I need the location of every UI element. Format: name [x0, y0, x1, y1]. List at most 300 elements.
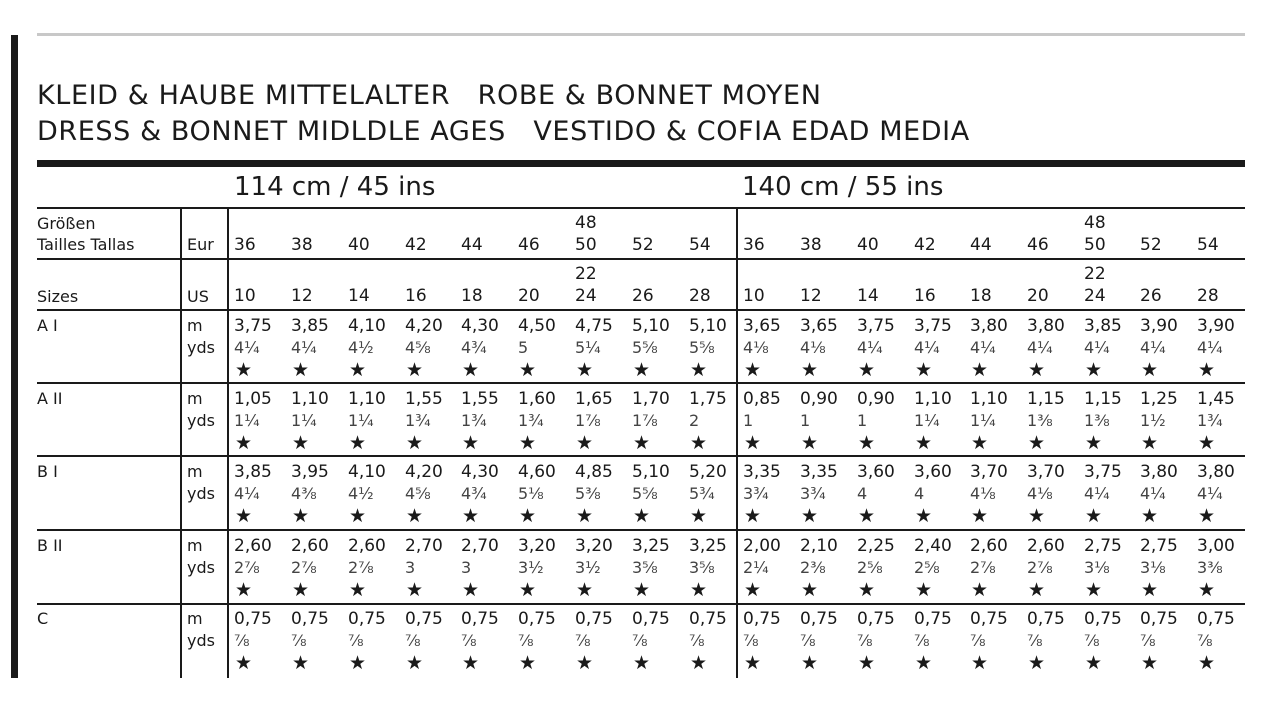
- size-us-alt: 22: [575, 264, 597, 284]
- table-rule: [37, 455, 1245, 457]
- yard-value: 4⅜: [291, 484, 317, 503]
- metre-value: 5,10: [632, 316, 670, 336]
- size-us: 24: [575, 286, 597, 306]
- metre-value: 1,55: [405, 389, 443, 409]
- star-icon: ★: [915, 579, 933, 601]
- metre-value: 3,75: [1084, 462, 1122, 482]
- star-icon: ★: [519, 432, 537, 454]
- yard-value: 5: [518, 338, 529, 357]
- yard-value: 4¼: [1027, 338, 1053, 357]
- size-eur: 42: [914, 235, 936, 255]
- metre-value: 0,75: [689, 609, 727, 629]
- metre-value: 0,75: [518, 609, 556, 629]
- star-icon: ★: [1141, 432, 1159, 454]
- metre-value: 0,75: [405, 609, 443, 629]
- star-icon: ★: [349, 432, 367, 454]
- size-eur: 44: [461, 235, 483, 255]
- metre-value: 3,65: [800, 316, 838, 336]
- metre-value: 2,10: [800, 536, 838, 556]
- star-icon: ★: [858, 652, 876, 674]
- star-icon: ★: [633, 432, 651, 454]
- metre-value: 3,65: [743, 316, 781, 336]
- metre-value: 1,05: [234, 389, 272, 409]
- metre-value: 0,90: [800, 389, 838, 409]
- metre-value: 3,75: [857, 316, 895, 336]
- metre-value: 3,80: [1197, 462, 1235, 482]
- yard-value: 5⅝: [632, 484, 658, 503]
- size-us: 14: [857, 286, 879, 306]
- yard-value: ⅞: [1084, 631, 1100, 650]
- metre-value: 2,60: [291, 536, 329, 556]
- yard-value: 1¼: [914, 411, 940, 430]
- yard-value: 3¾: [800, 484, 826, 503]
- star-icon: ★: [292, 505, 310, 527]
- unit-yards: yds: [187, 484, 215, 503]
- metre-value: 2,00: [743, 536, 781, 556]
- metre-value: 2,60: [1027, 536, 1065, 556]
- yard-value: 4¾: [461, 484, 487, 503]
- metre-value: 4,75: [575, 316, 613, 336]
- star-icon: ★: [576, 432, 594, 454]
- star-icon: ★: [462, 505, 480, 527]
- star-icon: ★: [744, 432, 762, 454]
- star-icon: ★: [971, 579, 989, 601]
- metre-value: 1,25: [1140, 389, 1178, 409]
- metre-value: 1,10: [970, 389, 1008, 409]
- yard-value: ⅞: [518, 631, 534, 650]
- metre-value: 3,20: [518, 536, 556, 556]
- yard-value: ⅞: [575, 631, 591, 650]
- yard-value: 1: [857, 411, 868, 430]
- size-eur: 42: [405, 235, 427, 255]
- star-icon: ★: [462, 579, 480, 601]
- metre-value: 2,60: [348, 536, 386, 556]
- yard-value: 2⅝: [857, 558, 883, 577]
- yard-value: 5¼: [575, 338, 601, 357]
- size-us: 12: [291, 286, 313, 306]
- yard-value: 1¾: [518, 411, 544, 430]
- star-icon: ★: [292, 579, 310, 601]
- yard-value: 2¼: [743, 558, 769, 577]
- size-us: 12: [800, 286, 822, 306]
- yard-value: 2⅞: [234, 558, 260, 577]
- star-icon: ★: [858, 359, 876, 381]
- star-icon: ★: [1085, 579, 1103, 601]
- star-icon: ★: [744, 652, 762, 674]
- metre-value: 0,75: [1027, 609, 1065, 629]
- yard-value: 4¼: [1084, 338, 1110, 357]
- star-icon: ★: [1141, 359, 1159, 381]
- size-eur: 52: [1140, 235, 1162, 255]
- star-icon: ★: [633, 652, 651, 674]
- star-icon: ★: [690, 579, 708, 601]
- star-icon: ★: [406, 432, 424, 454]
- left-margin-bar: [11, 35, 18, 678]
- star-icon: ★: [971, 505, 989, 527]
- yard-value: 2⅞: [970, 558, 996, 577]
- metre-value: 2,25: [857, 536, 895, 556]
- size-us: 24: [1084, 286, 1106, 306]
- yard-value: 3⅝: [632, 558, 658, 577]
- metre-value: 3,25: [689, 536, 727, 556]
- unit-yards: yds: [187, 411, 215, 430]
- metre-value: 0,90: [857, 389, 895, 409]
- star-icon: ★: [1198, 579, 1216, 601]
- yard-value: 1¼: [970, 411, 996, 430]
- star-icon: ★: [633, 579, 651, 601]
- yard-value: 4¼: [1197, 338, 1223, 357]
- metre-value: 4,30: [461, 462, 499, 482]
- star-icon: ★: [633, 505, 651, 527]
- yard-value: 3½: [575, 558, 601, 577]
- yard-value: 1: [800, 411, 811, 430]
- star-icon: ★: [915, 432, 933, 454]
- yard-value: 1¾: [405, 411, 431, 430]
- star-icon: ★: [1028, 359, 1046, 381]
- yard-value: 3½: [518, 558, 544, 577]
- star-icon: ★: [349, 579, 367, 601]
- yard-value: 4½: [348, 338, 374, 357]
- metre-value: 1,10: [348, 389, 386, 409]
- yard-value: 4⅝: [405, 338, 431, 357]
- star-icon: ★: [971, 432, 989, 454]
- yard-value: ⅞: [234, 631, 250, 650]
- star-icon: ★: [349, 359, 367, 381]
- star-icon: ★: [858, 505, 876, 527]
- star-icon: ★: [690, 505, 708, 527]
- star-icon: ★: [235, 359, 253, 381]
- star-icon: ★: [292, 432, 310, 454]
- metre-value: 0,75: [632, 609, 670, 629]
- yard-value: ⅞: [348, 631, 364, 650]
- size-eur: 44: [970, 235, 992, 255]
- metre-value: 3,20: [575, 536, 613, 556]
- star-icon: ★: [519, 652, 537, 674]
- table-rule: [37, 603, 1245, 605]
- yard-value: 3: [405, 558, 416, 577]
- yard-value: ⅞: [1197, 631, 1213, 650]
- star-icon: ★: [406, 579, 424, 601]
- size-eur: 38: [291, 235, 313, 255]
- metre-value: 2,70: [405, 536, 443, 556]
- star-icon: ★: [1198, 432, 1216, 454]
- star-icon: ★: [915, 505, 933, 527]
- size-us: 26: [632, 286, 654, 306]
- row-label: C: [37, 609, 49, 628]
- star-icon: ★: [1085, 432, 1103, 454]
- metre-value: 1,75: [689, 389, 727, 409]
- yard-value: ⅞: [689, 631, 705, 650]
- size-eur: 36: [234, 235, 256, 255]
- size-eur-alt: 48: [1084, 213, 1106, 233]
- star-icon: ★: [235, 505, 253, 527]
- star-icon: ★: [1085, 505, 1103, 527]
- yard-value: ⅞: [857, 631, 873, 650]
- star-icon: ★: [971, 652, 989, 674]
- label-eur: Eur: [187, 235, 214, 254]
- star-icon: ★: [1028, 432, 1046, 454]
- size-eur: 50: [575, 235, 597, 255]
- star-icon: ★: [462, 652, 480, 674]
- metre-value: 0,75: [291, 609, 329, 629]
- metre-value: 4,10: [348, 316, 386, 336]
- size-eur: 54: [689, 235, 711, 255]
- yard-value: 2⅞: [348, 558, 374, 577]
- yard-value: ⅞: [1140, 631, 1156, 650]
- size-us: 20: [518, 286, 540, 306]
- star-icon: ★: [1141, 579, 1159, 601]
- yard-value: ⅞: [743, 631, 759, 650]
- star-icon: ★: [1141, 652, 1159, 674]
- star-icon: ★: [915, 652, 933, 674]
- metre-value: 4,20: [405, 462, 443, 482]
- star-icon: ★: [801, 359, 819, 381]
- metre-value: 5,20: [689, 462, 727, 482]
- metre-value: 0,75: [970, 609, 1008, 629]
- title-divider: [37, 160, 1245, 167]
- yard-value: 1: [743, 411, 754, 430]
- size-us: 28: [1197, 286, 1219, 306]
- metre-value: 2,60: [234, 536, 272, 556]
- metre-value: 4,85: [575, 462, 613, 482]
- metre-value: 1,10: [914, 389, 952, 409]
- yard-value: 1⅜: [1084, 411, 1110, 430]
- metre-value: 3,35: [743, 462, 781, 482]
- yard-value: 2⅝: [914, 558, 940, 577]
- metre-value: 4,10: [348, 462, 386, 482]
- star-icon: ★: [576, 652, 594, 674]
- row-label: B I: [37, 462, 58, 481]
- metre-value: 4,20: [405, 316, 443, 336]
- metre-value: 3,75: [234, 316, 272, 336]
- size-eur: 54: [1197, 235, 1219, 255]
- star-icon: ★: [576, 579, 594, 601]
- size-eur: 52: [632, 235, 654, 255]
- metre-value: 1,45: [1197, 389, 1235, 409]
- yard-value: 3¾: [743, 484, 769, 503]
- size-us: 28: [689, 286, 711, 306]
- metre-value: 3,70: [1027, 462, 1065, 482]
- yard-value: 2: [689, 411, 700, 430]
- star-icon: ★: [801, 432, 819, 454]
- yard-value: 3: [461, 558, 472, 577]
- star-icon: ★: [971, 359, 989, 381]
- yard-value: 2⅞: [291, 558, 317, 577]
- star-icon: ★: [1085, 652, 1103, 674]
- star-icon: ★: [690, 652, 708, 674]
- star-icon: ★: [1198, 359, 1216, 381]
- metre-value: 3,85: [291, 316, 329, 336]
- yard-value: 4¼: [291, 338, 317, 357]
- yard-value: 4⅛: [970, 484, 996, 503]
- yard-value: 4¼: [1140, 338, 1166, 357]
- metre-value: 1,55: [461, 389, 499, 409]
- metre-value: 2,60: [970, 536, 1008, 556]
- yard-value: 3⅛: [1140, 558, 1166, 577]
- unit-yards: yds: [187, 631, 215, 650]
- yard-value: 4¼: [1197, 484, 1223, 503]
- star-icon: ★: [576, 505, 594, 527]
- yard-value: 5¾: [689, 484, 715, 503]
- yard-value: 4¼: [970, 338, 996, 357]
- metre-value: 4,50: [518, 316, 556, 336]
- yard-value: 3⅜: [1197, 558, 1223, 577]
- yard-value: 4¼: [857, 338, 883, 357]
- star-icon: ★: [801, 579, 819, 601]
- yard-value: 5⅝: [689, 338, 715, 357]
- yard-value: 4: [857, 484, 868, 503]
- metre-value: 5,10: [689, 316, 727, 336]
- yard-value: 4⅛: [1027, 484, 1053, 503]
- metre-value: 0,75: [743, 609, 781, 629]
- metre-value: 3,95: [291, 462, 329, 482]
- label-groessen: Größen: [37, 214, 96, 233]
- star-icon: ★: [406, 652, 424, 674]
- metre-value: 1,65: [575, 389, 613, 409]
- star-icon: ★: [1028, 579, 1046, 601]
- metre-value: 3,80: [970, 316, 1008, 336]
- metre-value: 3,00: [1197, 536, 1235, 556]
- unit-metre: m: [187, 316, 203, 335]
- metre-value: 3,35: [800, 462, 838, 482]
- metre-value: 1,60: [518, 389, 556, 409]
- metre-value: 3,70: [970, 462, 1008, 482]
- metre-value: 2,40: [914, 536, 952, 556]
- star-icon: ★: [633, 359, 651, 381]
- star-icon: ★: [292, 652, 310, 674]
- metre-value: 0,75: [914, 609, 952, 629]
- metre-value: 0,75: [800, 609, 838, 629]
- unit-yards: yds: [187, 338, 215, 357]
- metre-value: 3,75: [914, 316, 952, 336]
- label-sizes: Sizes: [37, 287, 79, 306]
- size-eur: 38: [800, 235, 822, 255]
- yard-value: ⅞: [461, 631, 477, 650]
- star-icon: ★: [235, 432, 253, 454]
- title-line-2: DRESS & BONNET MIDLDLE AGES VESTIDO & COFIA EDAD MEDIA: [37, 116, 970, 147]
- metre-value: 3,80: [1027, 316, 1065, 336]
- size-us: 20: [1027, 286, 1049, 306]
- unit-metre: m: [187, 536, 203, 555]
- star-icon: ★: [462, 432, 480, 454]
- star-icon: ★: [858, 579, 876, 601]
- table-rule: [37, 529, 1245, 531]
- metre-value: 4,60: [518, 462, 556, 482]
- metre-value: 3,60: [914, 462, 952, 482]
- yard-value: 1⅜: [1027, 411, 1053, 430]
- row-label: A I: [37, 316, 58, 335]
- star-icon: ★: [235, 652, 253, 674]
- star-icon: ★: [406, 359, 424, 381]
- star-icon: ★: [1028, 652, 1046, 674]
- metre-value: 0,75: [1140, 609, 1178, 629]
- star-icon: ★: [576, 359, 594, 381]
- yard-value: 4¼: [234, 338, 260, 357]
- size-eur: 46: [518, 235, 540, 255]
- label-column-divider: [180, 207, 182, 678]
- star-icon: ★: [1028, 505, 1046, 527]
- yard-value: ⅞: [632, 631, 648, 650]
- star-icon: ★: [744, 579, 762, 601]
- yard-value: ⅞: [800, 631, 816, 650]
- yard-value: 5⅛: [518, 484, 544, 503]
- yard-value: 1¾: [1197, 411, 1223, 430]
- yard-value: 4⅛: [800, 338, 826, 357]
- label-us: US: [187, 287, 209, 306]
- star-icon: ★: [801, 505, 819, 527]
- metre-value: 4,30: [461, 316, 499, 336]
- star-icon: ★: [1198, 652, 1216, 674]
- star-icon: ★: [406, 505, 424, 527]
- fabric-width-114: 114 cm / 45 ins: [234, 172, 436, 202]
- yard-value: ⅞: [291, 631, 307, 650]
- metre-value: 3,90: [1140, 316, 1178, 336]
- size-us-alt: 22: [1084, 264, 1106, 284]
- yard-value: ⅞: [914, 631, 930, 650]
- yard-value: 4½: [348, 484, 374, 503]
- metre-value: 1,10: [291, 389, 329, 409]
- yard-value: 3⅝: [689, 558, 715, 577]
- star-icon: ★: [858, 432, 876, 454]
- size-us: 18: [970, 286, 992, 306]
- yard-value: 5⅝: [632, 338, 658, 357]
- star-icon: ★: [1141, 505, 1159, 527]
- yard-value: 2⅞: [1027, 558, 1053, 577]
- size-us: 16: [914, 286, 936, 306]
- table-rule: [37, 258, 1245, 260]
- size-us: 10: [743, 286, 765, 306]
- size-us: 16: [405, 286, 427, 306]
- size-group-divider: [227, 207, 229, 678]
- size-us: 26: [1140, 286, 1162, 306]
- metre-value: 3,90: [1197, 316, 1235, 336]
- yard-value: 4: [914, 484, 925, 503]
- star-icon: ★: [519, 579, 537, 601]
- metre-value: 3,85: [1084, 316, 1122, 336]
- unit-yards: yds: [187, 558, 215, 577]
- star-icon: ★: [690, 432, 708, 454]
- width-divider: [736, 207, 738, 678]
- star-icon: ★: [462, 359, 480, 381]
- row-label: B II: [37, 536, 63, 555]
- yard-value: 1½: [1140, 411, 1166, 430]
- title-line-1: KLEID & HAUBE MITTELALTER ROBE & BONNET MOYEN: [37, 80, 822, 111]
- metre-value: 0,75: [1084, 609, 1122, 629]
- yard-value: 4¼: [234, 484, 260, 503]
- yard-value: 5⅜: [575, 484, 601, 503]
- metre-value: 0,75: [857, 609, 895, 629]
- star-icon: ★: [519, 505, 537, 527]
- star-icon: ★: [744, 359, 762, 381]
- size-us: 10: [234, 286, 256, 306]
- unit-metre: m: [187, 462, 203, 481]
- metre-value: 3,85: [234, 462, 272, 482]
- star-icon: ★: [519, 359, 537, 381]
- yard-value: ⅞: [405, 631, 421, 650]
- size-us: 14: [348, 286, 370, 306]
- yard-value: 4¼: [1140, 484, 1166, 503]
- metre-value: 0,75: [348, 609, 386, 629]
- fabric-width-140: 140 cm / 55 ins: [742, 172, 944, 202]
- yard-value: 1⅞: [575, 411, 601, 430]
- label-tailles-tallas: Tailles Tallas: [37, 235, 135, 254]
- metre-value: 3,25: [632, 536, 670, 556]
- size-eur: 50: [1084, 235, 1106, 255]
- metre-value: 1,15: [1027, 389, 1065, 409]
- metre-value: 0,75: [234, 609, 272, 629]
- star-icon: ★: [235, 579, 253, 601]
- metre-value: 2,75: [1140, 536, 1178, 556]
